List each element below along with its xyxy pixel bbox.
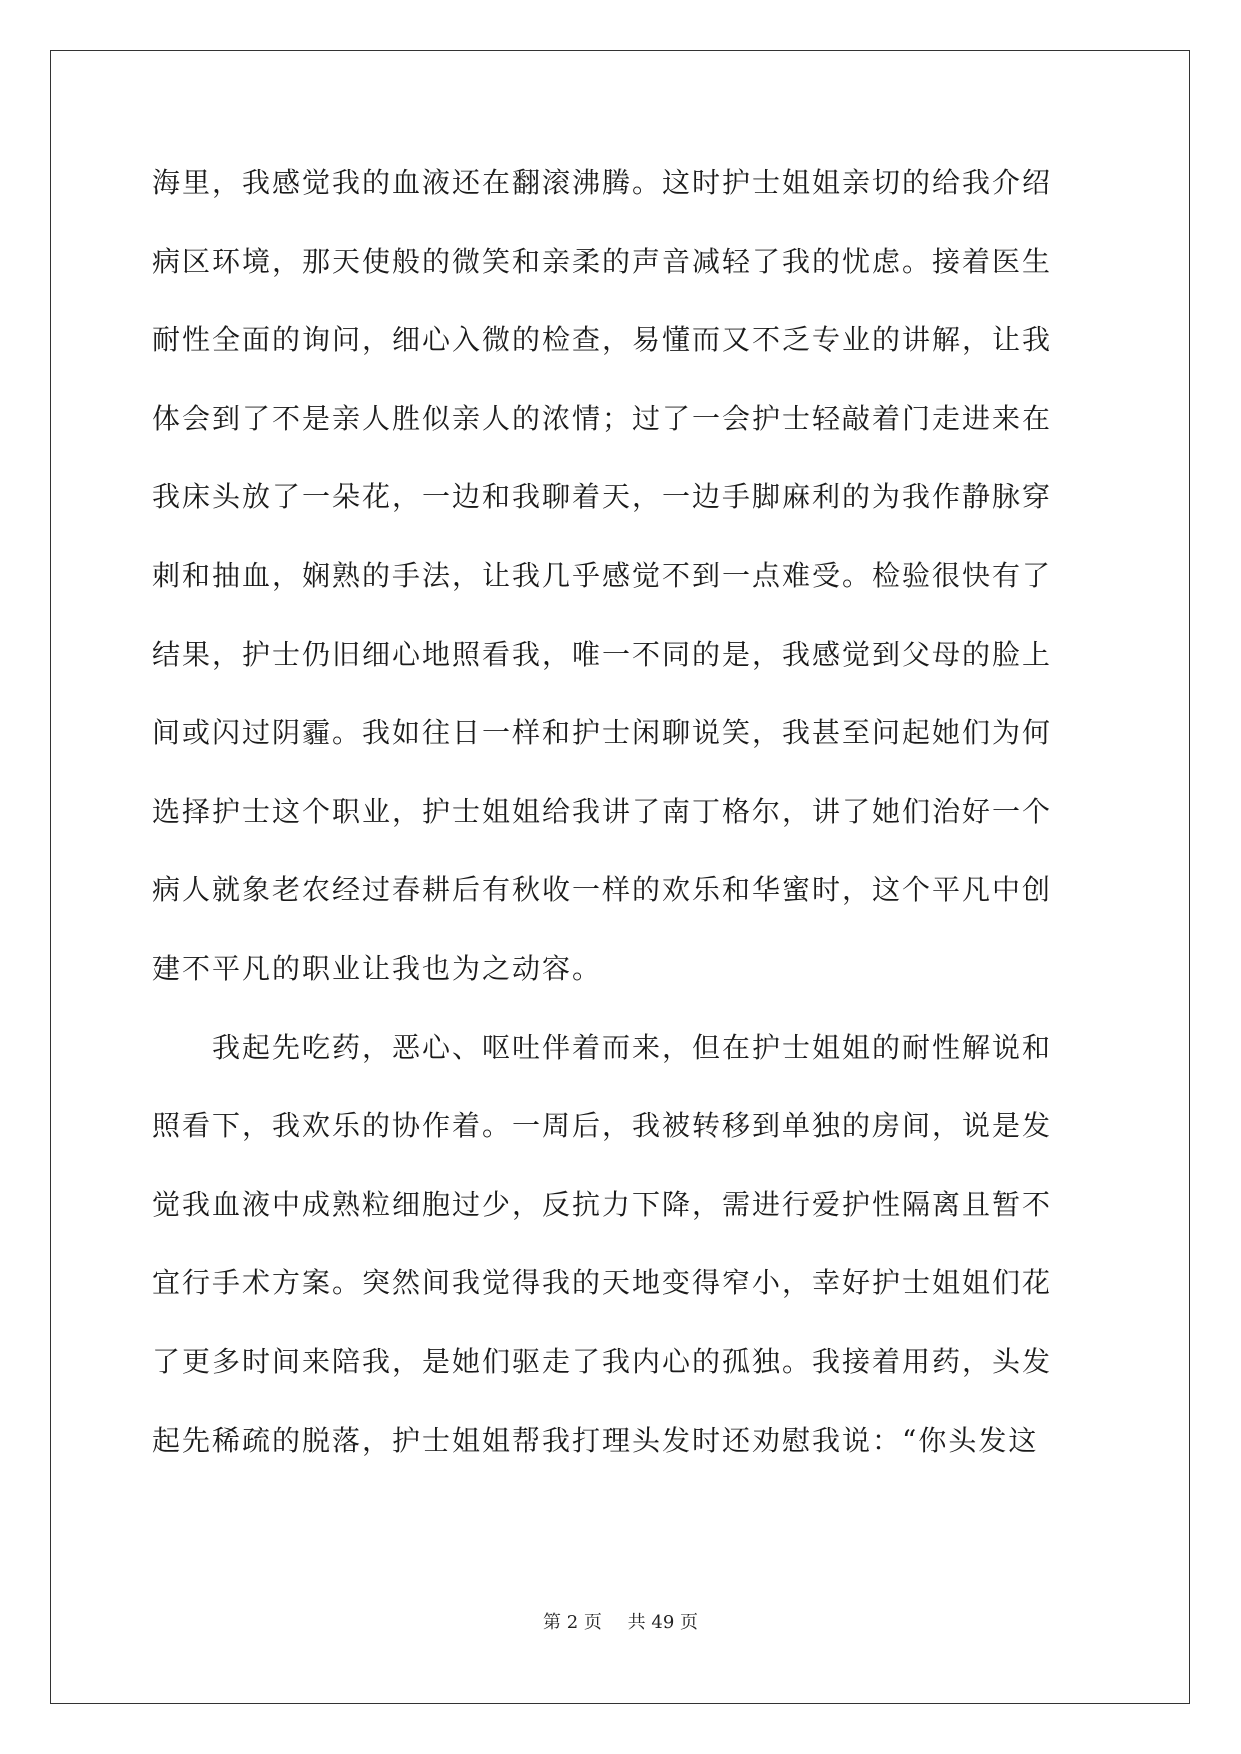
text-line: 耐性全面的询问，细心入微的检查，易懂而又不乏专业的讲解，让我 bbox=[152, 323, 1053, 357]
text-line: 宜行手术方案。突然间我觉得我的天地变得窄小，幸好护士姐姐们花 bbox=[152, 1266, 1053, 1300]
text-line: 病人就象老农经过春耕后有秋收一样的欢乐和华蜜时，这个平凡中创 bbox=[152, 873, 1053, 907]
text-line: 我起先吃药，恶心、呕吐伴着而来，但在护士姐姐的耐性解说和 bbox=[152, 1030, 1053, 1064]
text-line: 海里，我感觉我的血液还在翻滚沸腾。这时护士姐姐亲切的给我介绍 bbox=[152, 166, 1053, 199]
page-total: 共 49 页 bbox=[627, 1612, 698, 1633]
text-line: 体会到了不是亲人胜似亲人的浓情；过了一会护士轻敲着门走进来在 bbox=[152, 401, 1053, 435]
text-line: 了更多时间来陪我，是她们驱走了我内心的孤独。我接着用药，头发 bbox=[152, 1344, 1053, 1378]
text-line: 选择护士这个职业，护士姐姐给我讲了南丁格尔，讲了她们治好一个 bbox=[152, 794, 1053, 828]
text-line: 病区环境，那天使般的微笑和亲柔的声音减轻了我的忧虑。接着医生 bbox=[152, 244, 1053, 278]
text-line: 间或闪过阴霾。我如往日一样和护士闲聊说笑，我甚至问起她们为何 bbox=[152, 716, 1053, 750]
text-line: 我床头放了一朵花，一边和我聊着天，一边手脚麻利的为我作静脉穿 bbox=[152, 480, 1053, 514]
page-number: 第 2 页 bbox=[543, 1612, 602, 1633]
page-footer bbox=[0, 1608, 1241, 1634]
body-text bbox=[152, 162, 1090, 1498]
text-line: 刺和抽血，娴熟的手法，让我几乎感觉不到一点难受。检验很快有了 bbox=[152, 558, 1053, 592]
text-line: 建不平凡的职业让我也为之动容。 bbox=[152, 951, 603, 985]
text-line: 照看下，我欢乐的协作着。一周后，我被转移到单独的房间，说是发 bbox=[152, 1109, 1053, 1143]
text-line: 结果，护士仍旧细心地照看我，唯一不同的是，我感觉到父母的脸上 bbox=[152, 637, 1053, 671]
text-line: 起先稀疏的脱落，护士姐姐帮我打理头发时还劝慰我说：“你头发这 bbox=[152, 1423, 1039, 1457]
text-line: 觉我血液中成熟粒细胞过少，反抗力下降，需进行爱护性隔离且暂不 bbox=[152, 1187, 1053, 1221]
